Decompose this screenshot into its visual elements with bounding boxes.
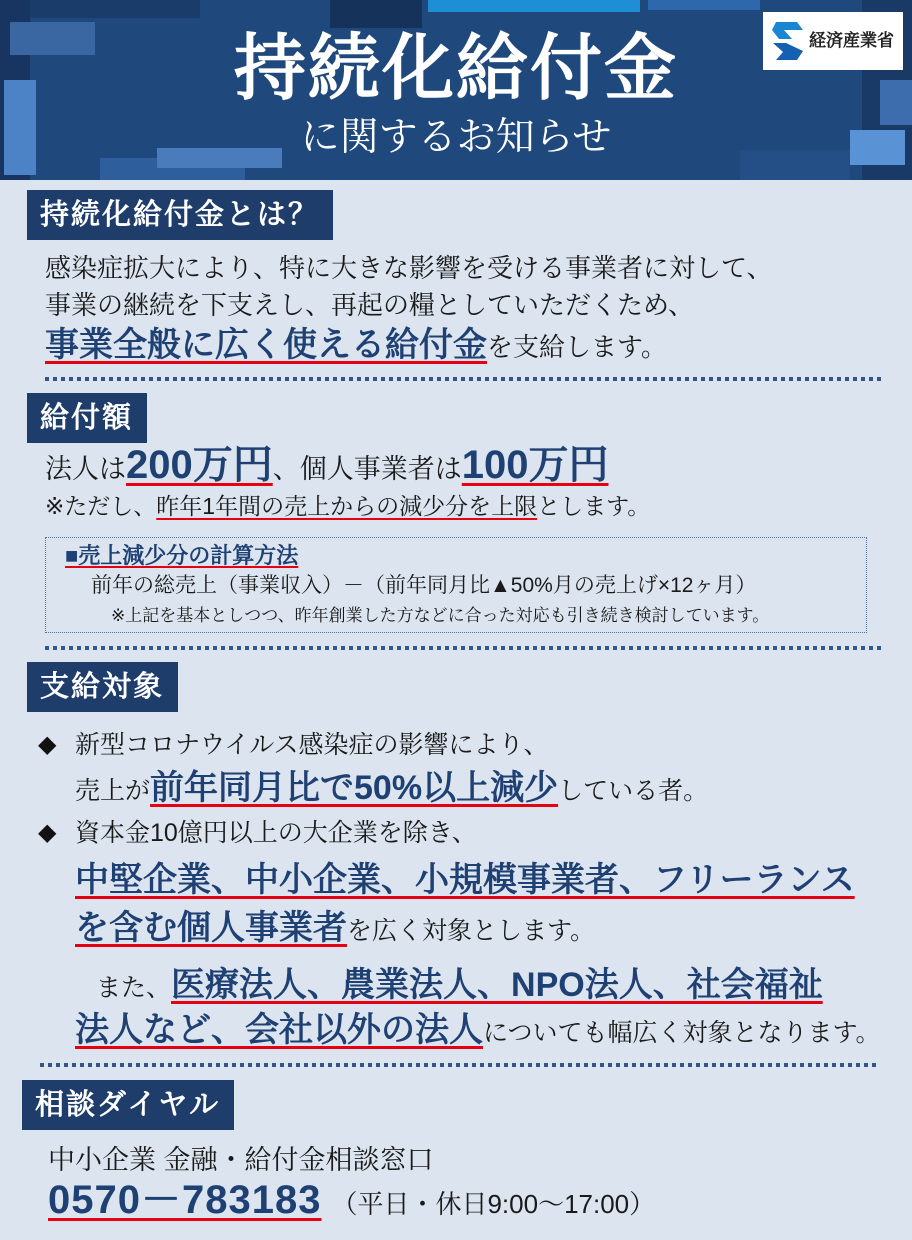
eligibility-item-2-emphasis-1: 中堅企業、中小企業、小規模事業者、フリーランス: [75, 861, 855, 899]
header-banner: [0, 0, 912, 180]
section-heading-contact: 相談ダイヤル: [22, 1080, 234, 1130]
about-text-suffix: を支給します。: [487, 332, 667, 362]
eligibility-item-2-suffix: を広く対象とします。: [347, 917, 596, 945]
corporate-label: 法人は: [45, 454, 126, 484]
page-title: 持続化給付金: [233, 29, 678, 109]
amount-note: [45, 491, 650, 521]
eligibility-item-2-line-2: [75, 857, 855, 910]
contact-desk-name: 中小企業 金融・給付金相談窓口: [48, 1145, 434, 1175]
eligibility-additional-prefix: また、: [96, 974, 172, 1002]
eligibility-item-2-line-3: [75, 905, 595, 958]
page-subtitle: に関するお知らせ: [300, 116, 612, 159]
about-text-line-3: [45, 322, 667, 375]
eligibility-additional-emphasis-2: 法人など、会社以外の法人: [75, 1011, 483, 1049]
contact-hours: （平日・休日9:00〜17:00）: [331, 1189, 656, 1219]
individual-amount: 100万円: [461, 443, 609, 487]
eligibility-item-1-suffix: している者。: [558, 777, 709, 805]
phone-number: 0570－783183: [48, 1178, 322, 1222]
eligibility-additional-line-2: [75, 1007, 881, 1060]
calculation-formula: 前年の総売上（事業収入）－（前年同月比▲50%月の売上げ×12ヶ月）: [91, 574, 757, 597]
ministry-logo: [763, 12, 903, 70]
section-divider: [45, 377, 885, 381]
eligibility-item-2-line-1: 資本金10億円以上の大企業を除き、: [75, 819, 477, 847]
header-decoration: [428, 0, 640, 12]
section-heading-amount: 給付額: [27, 393, 147, 443]
eligibility-item-1-prefix: 売上が: [75, 777, 151, 805]
contact-phone-line: [48, 1175, 655, 1234]
header-decoration: [648, 0, 760, 10]
calculation-title: ■売上減少分の計算方法: [65, 543, 299, 568]
section-divider: [40, 1063, 880, 1067]
header-decoration: [30, 0, 200, 18]
section-heading-about: 持続化給付金とは？: [27, 190, 333, 240]
eligibility-additional-suffix: についても幅広く対象となります。: [483, 1019, 881, 1047]
individual-label: 、個人事業者は: [272, 454, 462, 484]
amount-note-suffix: とします。: [537, 493, 651, 519]
about-text-line-2: 事業の継続を下支えし、再起の糧としていただくため、: [45, 290, 694, 320]
eligibility-item-1-line-2: [75, 765, 708, 818]
eligibility-item-2-emphasis-2: を含む個人事業者: [75, 909, 347, 947]
amount-note-prefix: ※ただし、: [45, 493, 157, 519]
amount-note-emphasis: 昨年1年間の売上からの減少分を上限: [156, 493, 538, 519]
eligibility-item-1-line-1: 新型コロナウイルス感染症の影響により、: [75, 731, 549, 759]
diamond-bullet-icon: ◆: [38, 819, 57, 846]
ministry-name: 経済産業省: [809, 31, 894, 50]
calculation-box: [45, 537, 867, 633]
meti-logo-icon: [771, 21, 805, 61]
diamond-bullet-icon: ◆: [38, 731, 57, 758]
eligibility-additional-emphasis-1: 医療法人、農業法人、NPO法人、社会福祉: [171, 966, 823, 1004]
about-text-line-1: 感染症拡大により、特に大きな影響を受ける事業者に対して、: [45, 253, 773, 283]
section-divider: [45, 646, 885, 650]
about-emphasis: 事業全般に広く使える給付金: [45, 326, 487, 364]
calculation-note: ※上記を基本としつつ、昨年創業した方などに合った対応も引き続き検討しています。: [111, 606, 770, 625]
eligibility-item-1-emphasis: 前年同月比で50%以上減少: [150, 769, 559, 807]
corporate-amount: 200万円: [126, 443, 273, 487]
section-heading-eligibility: 支給対象: [27, 662, 178, 712]
